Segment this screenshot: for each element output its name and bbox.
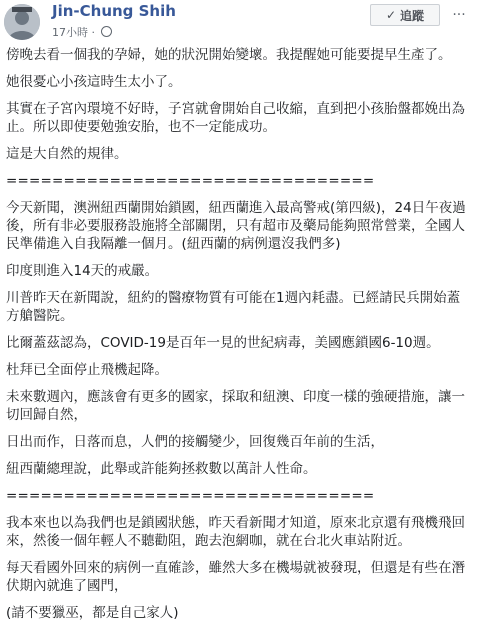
post-paragraph: 這是大自然的規律。: [6, 146, 128, 162]
post-paragraph: 傍晚去看一個我的孕婦，她的狀況開始變壞。我提醒她可能要提早生產了。: [6, 47, 452, 63]
post-paragraph: 比爾蓋茲認為，COVID-19是百年一見的世紀病毒，美國應鎖國6-10週。: [6, 335, 440, 351]
post-paragraph: 川普昨天在新聞說，紐約的醫療物質有可能在1週內耗盡。已經請民兵開始蓋方艙醫院。: [6, 290, 461, 324]
post-paragraph: 每天看國外回來的病例一直確診，雖然大多在機場就被發現，但還是有些在潛伏期內就進了國門，: [6, 560, 465, 594]
follow-button[interactable]: [370, 4, 440, 26]
post-paragraph: (請不要獵巫，都是自己家人): [6, 605, 179, 621]
separator-line: ================================: [6, 173, 375, 189]
post-time[interactable]: 17小時: [52, 26, 88, 39]
post-paragraph: 紐西蘭總理說，此舉或許能夠拯救數以萬計人性命。: [6, 461, 317, 477]
check-icon: ✓: [385, 8, 397, 22]
globe-icon: [101, 26, 112, 37]
post-paragraph: 杜拜已全面停止飛機起降。: [6, 362, 168, 378]
post-meta: [52, 24, 112, 40]
author-name[interactable]: Jin-Chung Shih: [52, 2, 176, 20]
post-paragraph: 印度則進入14天的戒嚴。: [6, 263, 159, 279]
follow-button-label: 追蹤: [400, 8, 425, 23]
post-paragraph: 我本來也以為我們也是鎖國狀態，昨天看新聞才知道，原來北京還有飛機飛回來，然後一個年輕人不聽勸阻，跑去泡網咖，就在台北火車站附近。: [6, 515, 465, 549]
more-options-icon[interactable]: ···: [452, 7, 466, 23]
post-paragraph: 未來數週內，應該會有更多的國家，採取和紐澳、印度一樣的強硬措施，讓一切回歸自然，: [6, 389, 465, 423]
post-paragraph: 日出而作，日落而息，人們的接觸變少，回復幾百年前的生活，: [6, 434, 384, 450]
post-paragraph: 其實在子宮內環境不好時，子宮就會開始自己收縮，直到把小孩胎盤都娩出為止。所以即使要勉強安胎，也不一定能成功。: [6, 101, 465, 135]
post-body: [6, 46, 472, 631]
profile-avatar[interactable]: [4, 4, 40, 40]
meta-dot: ·: [91, 26, 99, 39]
avatar-icon: [4, 4, 40, 40]
separator-line: ================================: [6, 488, 375, 504]
post-paragraph: 她很憂心小孩這時生太小了。: [6, 74, 182, 90]
post-paragraph: 今天新聞，澳洲紐西蘭開始鎖國，紐西蘭進入最高警戒(第四級)，24日午夜過後，所有非必要服務設施將全部關閉，只有超市及藥局能夠照常營業，全國人民準備進入自我隔離一個月。(紐西蘭的病例還沒我們多): [6, 200, 466, 252]
post-header: [0, 0, 477, 44]
